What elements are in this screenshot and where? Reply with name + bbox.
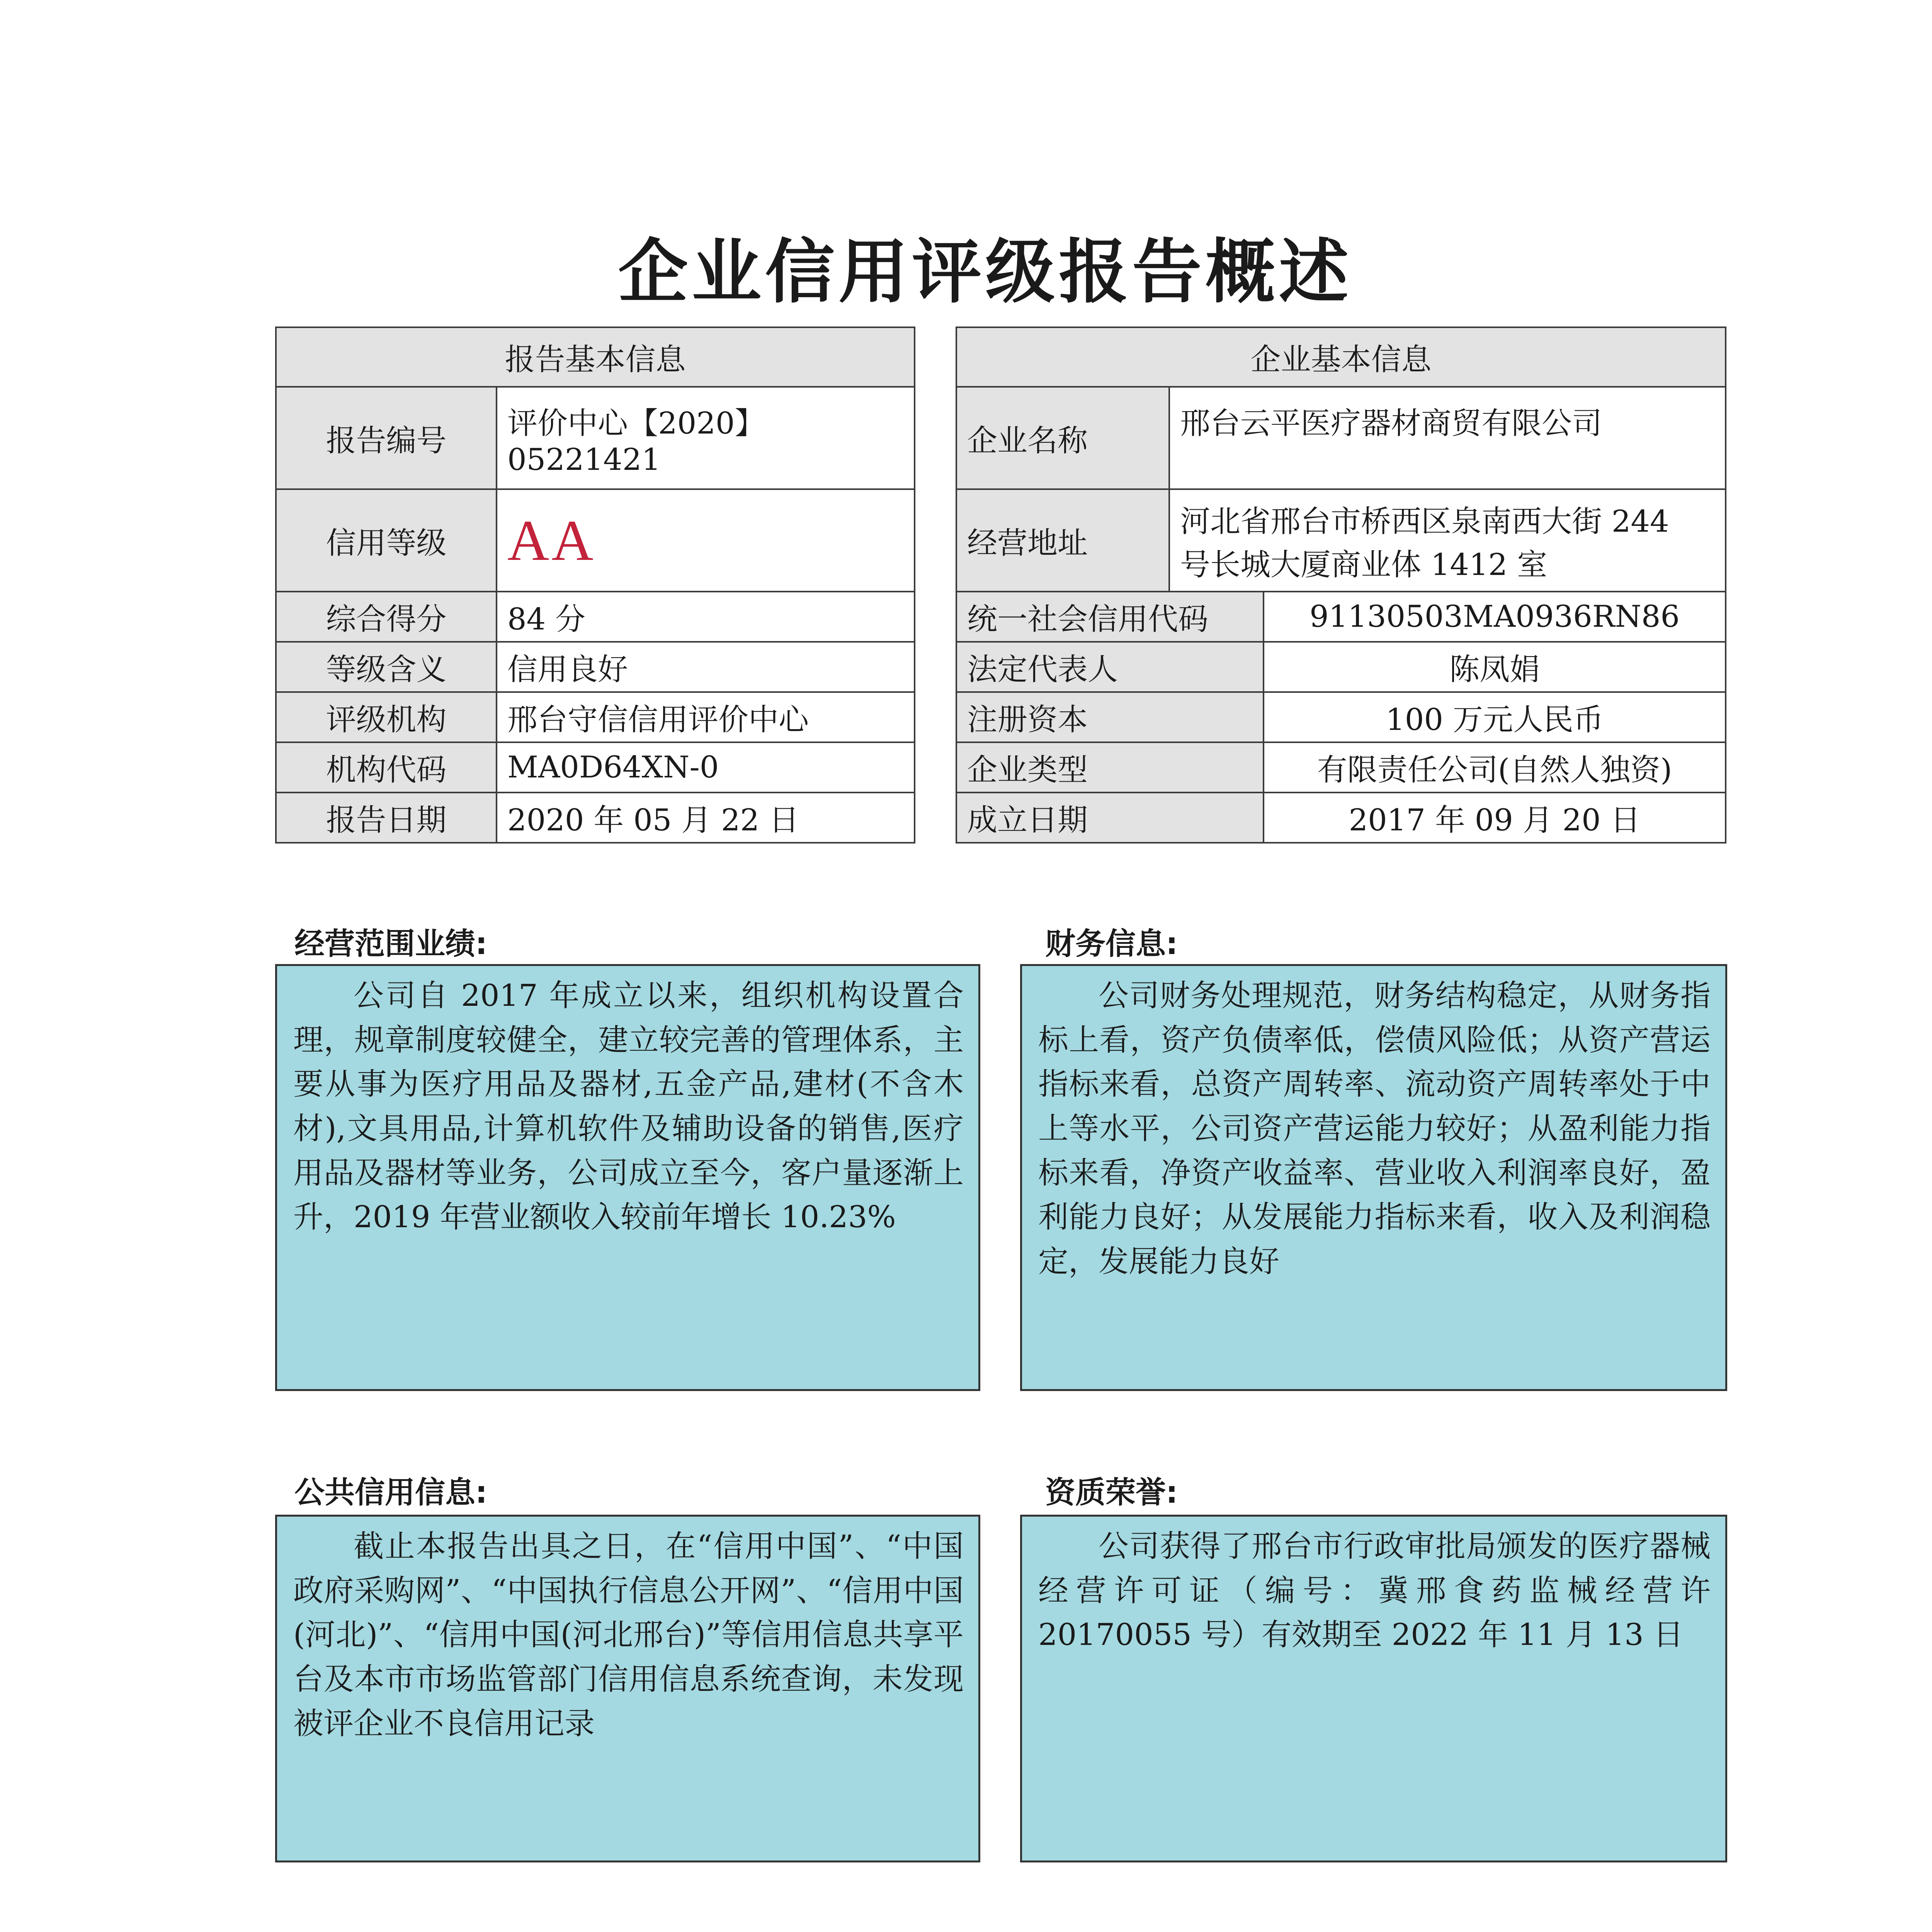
finance-box [1020, 964, 1727, 1391]
report-date-value: 2020 年 05 月 22 日 [497, 793, 915, 843]
honors-box [1020, 1515, 1727, 1862]
page-title: 企业信用评级报告概述 [618, 232, 1352, 313]
finance-text: 公司财务处理规范，财务结构稳定，从财务指标上看，资产负债率低，偿债风险低；从资产营运指标来看，总资产周转率、流动资产周转率处于中上等水平，公司资产营运能力较好；从盈利能力指标来看，净资产收益率、营业收入利润率良好，盈利能力良好；从发展能力指标来看，收入及利润稳定，发展能力良好 [1038, 978, 1711, 1279]
company-name-value: 邢台云平医疗器材商贸有限公司 [1169, 387, 1726, 489]
public-credit-title: 公共信用信息: [294, 1475, 488, 1510]
registered-capital-label: 注册资本 [956, 692, 1264, 742]
report-info-header: 报告基本信息 [276, 327, 915, 387]
company-info-table [956, 327, 1726, 844]
score-value: 84 分 [497, 592, 915, 642]
company-info-header: 企业基本信息 [956, 327, 1726, 387]
honors-text: 公司获得了邢台市行政审批局颁发的医疗器械经营许可证（编号：冀邢食药监械经营许 20170055 号）有效期至 2022 年 11 月 13 日 [1038, 1529, 1711, 1653]
established-date-label: 成立日期 [956, 793, 1264, 843]
grade-meaning-label: 等级含义 [276, 642, 497, 692]
company-type-label: 企业类型 [956, 742, 1264, 793]
company-type-value: 有限责任公司(自然人独资) [1264, 742, 1726, 793]
report-info-table [275, 327, 915, 844]
agency-code-label: 机构代码 [276, 742, 497, 793]
honors-title: 资质荣誉: [1045, 1475, 1178, 1510]
public-credit-text: 截止本报告出具之日，在“信用中国”、“中国政府采购网”、“中国执行信息公开网”、“信用中国(河北)”、“信用中国(河北邢台)”等信用信息共享平台及本市市场监管部门信用信息系统查询，未发现被评企业不良信用记录 [293, 1529, 964, 1741]
official-seal-icon [1266, 1926, 1629, 1932]
business-text: 公司自 2017 年成立以来，组织机构设置合理，规章制度较健全，建立较完善的管理体系，主要从事为医疗用品及器材,五金产品,建材(不含木材),文具用品,计算机软件及辅助设备的销售,医疗用品及器材等业务，公司成立至今，客户量逐渐上升，2019 年营业额收入较前年增长 10.23% [293, 978, 964, 1235]
business-title: 经营范围业绩: [294, 927, 488, 961]
credit-code-label: 统一社会信用代码 [956, 592, 1264, 642]
credit-grade-label: 信用等级 [276, 489, 497, 592]
rating-agency-value: 邢台守信信用评价中心 [497, 692, 915, 742]
address-value: 河北省邢台市桥西区泉南西大街 244 号长城大厦商业体 1412 室 [1169, 489, 1726, 592]
registered-capital-value: 100 万元人民币 [1264, 692, 1726, 742]
report-number-label: 报告编号 [276, 387, 497, 489]
legal-rep-label: 法定代表人 [956, 642, 1264, 692]
established-date-value: 2017 年 09 月 20 日 [1264, 793, 1726, 843]
agency-code-value: MA0D64XN-0 [497, 742, 915, 793]
grade-meaning-value: 信用良好 [497, 642, 915, 692]
address-label: 经营地址 [956, 489, 1169, 592]
report-date-label: 报告日期 [276, 793, 497, 843]
credit-grade-value: AA [497, 489, 915, 592]
score-label: 综合得分 [276, 592, 497, 642]
public-credit-box [275, 1515, 980, 1862]
business-box [275, 964, 980, 1391]
company-name-label: 企业名称 [956, 387, 1169, 489]
finance-title: 财务信息: [1045, 927, 1178, 961]
credit-code-value: 91130503MA0936RN86 [1264, 592, 1726, 642]
rating-agency-label: 评级机构 [276, 692, 497, 742]
report-number-value: 评价中心【2020】 05221421 [497, 387, 915, 489]
legal-rep-value: 陈凤娟 [1264, 642, 1726, 692]
